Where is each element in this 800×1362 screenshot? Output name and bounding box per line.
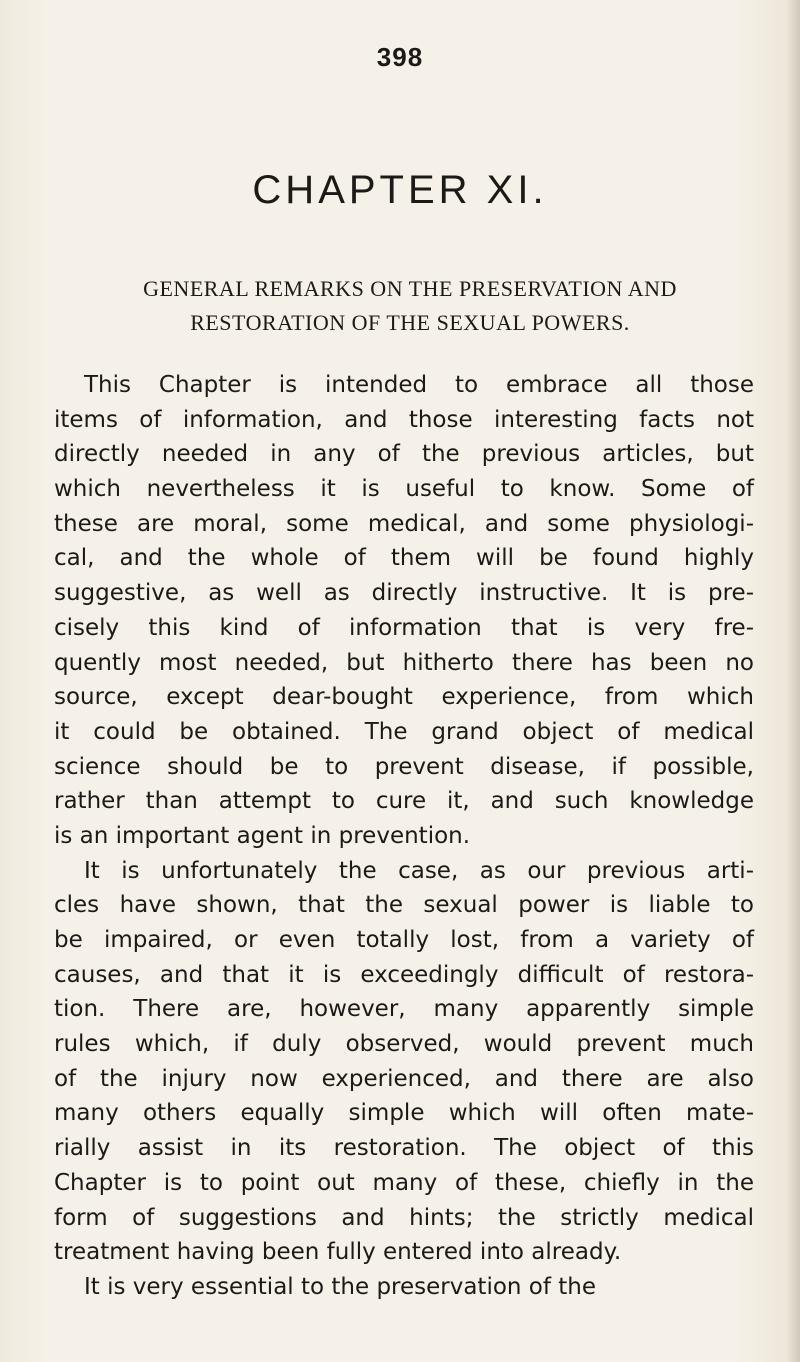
text-line: cles have shown, that the sexual power is liable to xyxy=(54,892,754,919)
subtitle-line: GENERAL REMARKS ON THE PRESERVATION AND xyxy=(143,276,677,301)
text-line: items of information, and those interesting facts not xyxy=(54,406,754,433)
text-line: This Chapter is intended to embrace all those xyxy=(84,372,754,398)
text-line: It is unfortunately the case, as our previous arti- xyxy=(84,857,754,884)
text-line: cal, and the whole of them will be found highly xyxy=(54,545,754,572)
text-line: cisely this kind of information that is very fre- xyxy=(54,614,754,641)
text-line: be impaired, or even totally lost, from a variety of xyxy=(54,927,754,953)
text-line: suggestive, as well as directly instructive. It is pre- xyxy=(54,580,754,607)
text-line: these are moral, some medical, and some physiologi- xyxy=(54,510,754,537)
text-line: tion. There are, however, many apparently simple xyxy=(54,996,754,1023)
text-line: many others equally simple which will often mate- xyxy=(54,1100,754,1127)
page-number: 398 xyxy=(376,42,424,72)
text-line: causes, and that it is exceedingly difficult of restora- xyxy=(54,961,754,988)
text-line: quently most needed, but hitherto there has been no xyxy=(54,649,754,676)
subtitle-line: RESTORATION OF THE SEXUAL POWERS. xyxy=(190,310,630,335)
text-line: of the injury now experienced, and there are also xyxy=(54,1065,754,1092)
text-line: rules which, if duly observed, would prevent much xyxy=(54,1031,754,1058)
text-line: is an important agent in prevention. xyxy=(54,822,471,849)
text-line: science should be to prevent disease, if possible, xyxy=(54,753,754,780)
text-line: It is very essential to the preservation of the xyxy=(84,1273,597,1300)
text-line: treatment having been fully entered into already. xyxy=(54,1239,622,1266)
text-line: directly needed in any of the previous articles, but xyxy=(54,441,754,468)
chapter-subtitle xyxy=(60,272,760,340)
text-line: which nevertheless it is useful to know. Some of xyxy=(54,476,754,503)
text-line: Chapter is to point out many of these, chiefly in the xyxy=(54,1169,754,1196)
text-line: form of suggestions and hints; the strictly medical xyxy=(54,1204,754,1231)
text-line: source, except dear-bought experience, from which xyxy=(54,684,754,711)
text-line: it could be obtained. The grand object of medical xyxy=(54,718,754,745)
text-line: rather than attempt to cure it, and such knowledge xyxy=(54,788,754,815)
chapter-title: CHAPTER XI. xyxy=(252,168,548,212)
text-line: rially assist in its restoration. The object of this xyxy=(54,1135,754,1162)
body-text xyxy=(54,368,754,1305)
